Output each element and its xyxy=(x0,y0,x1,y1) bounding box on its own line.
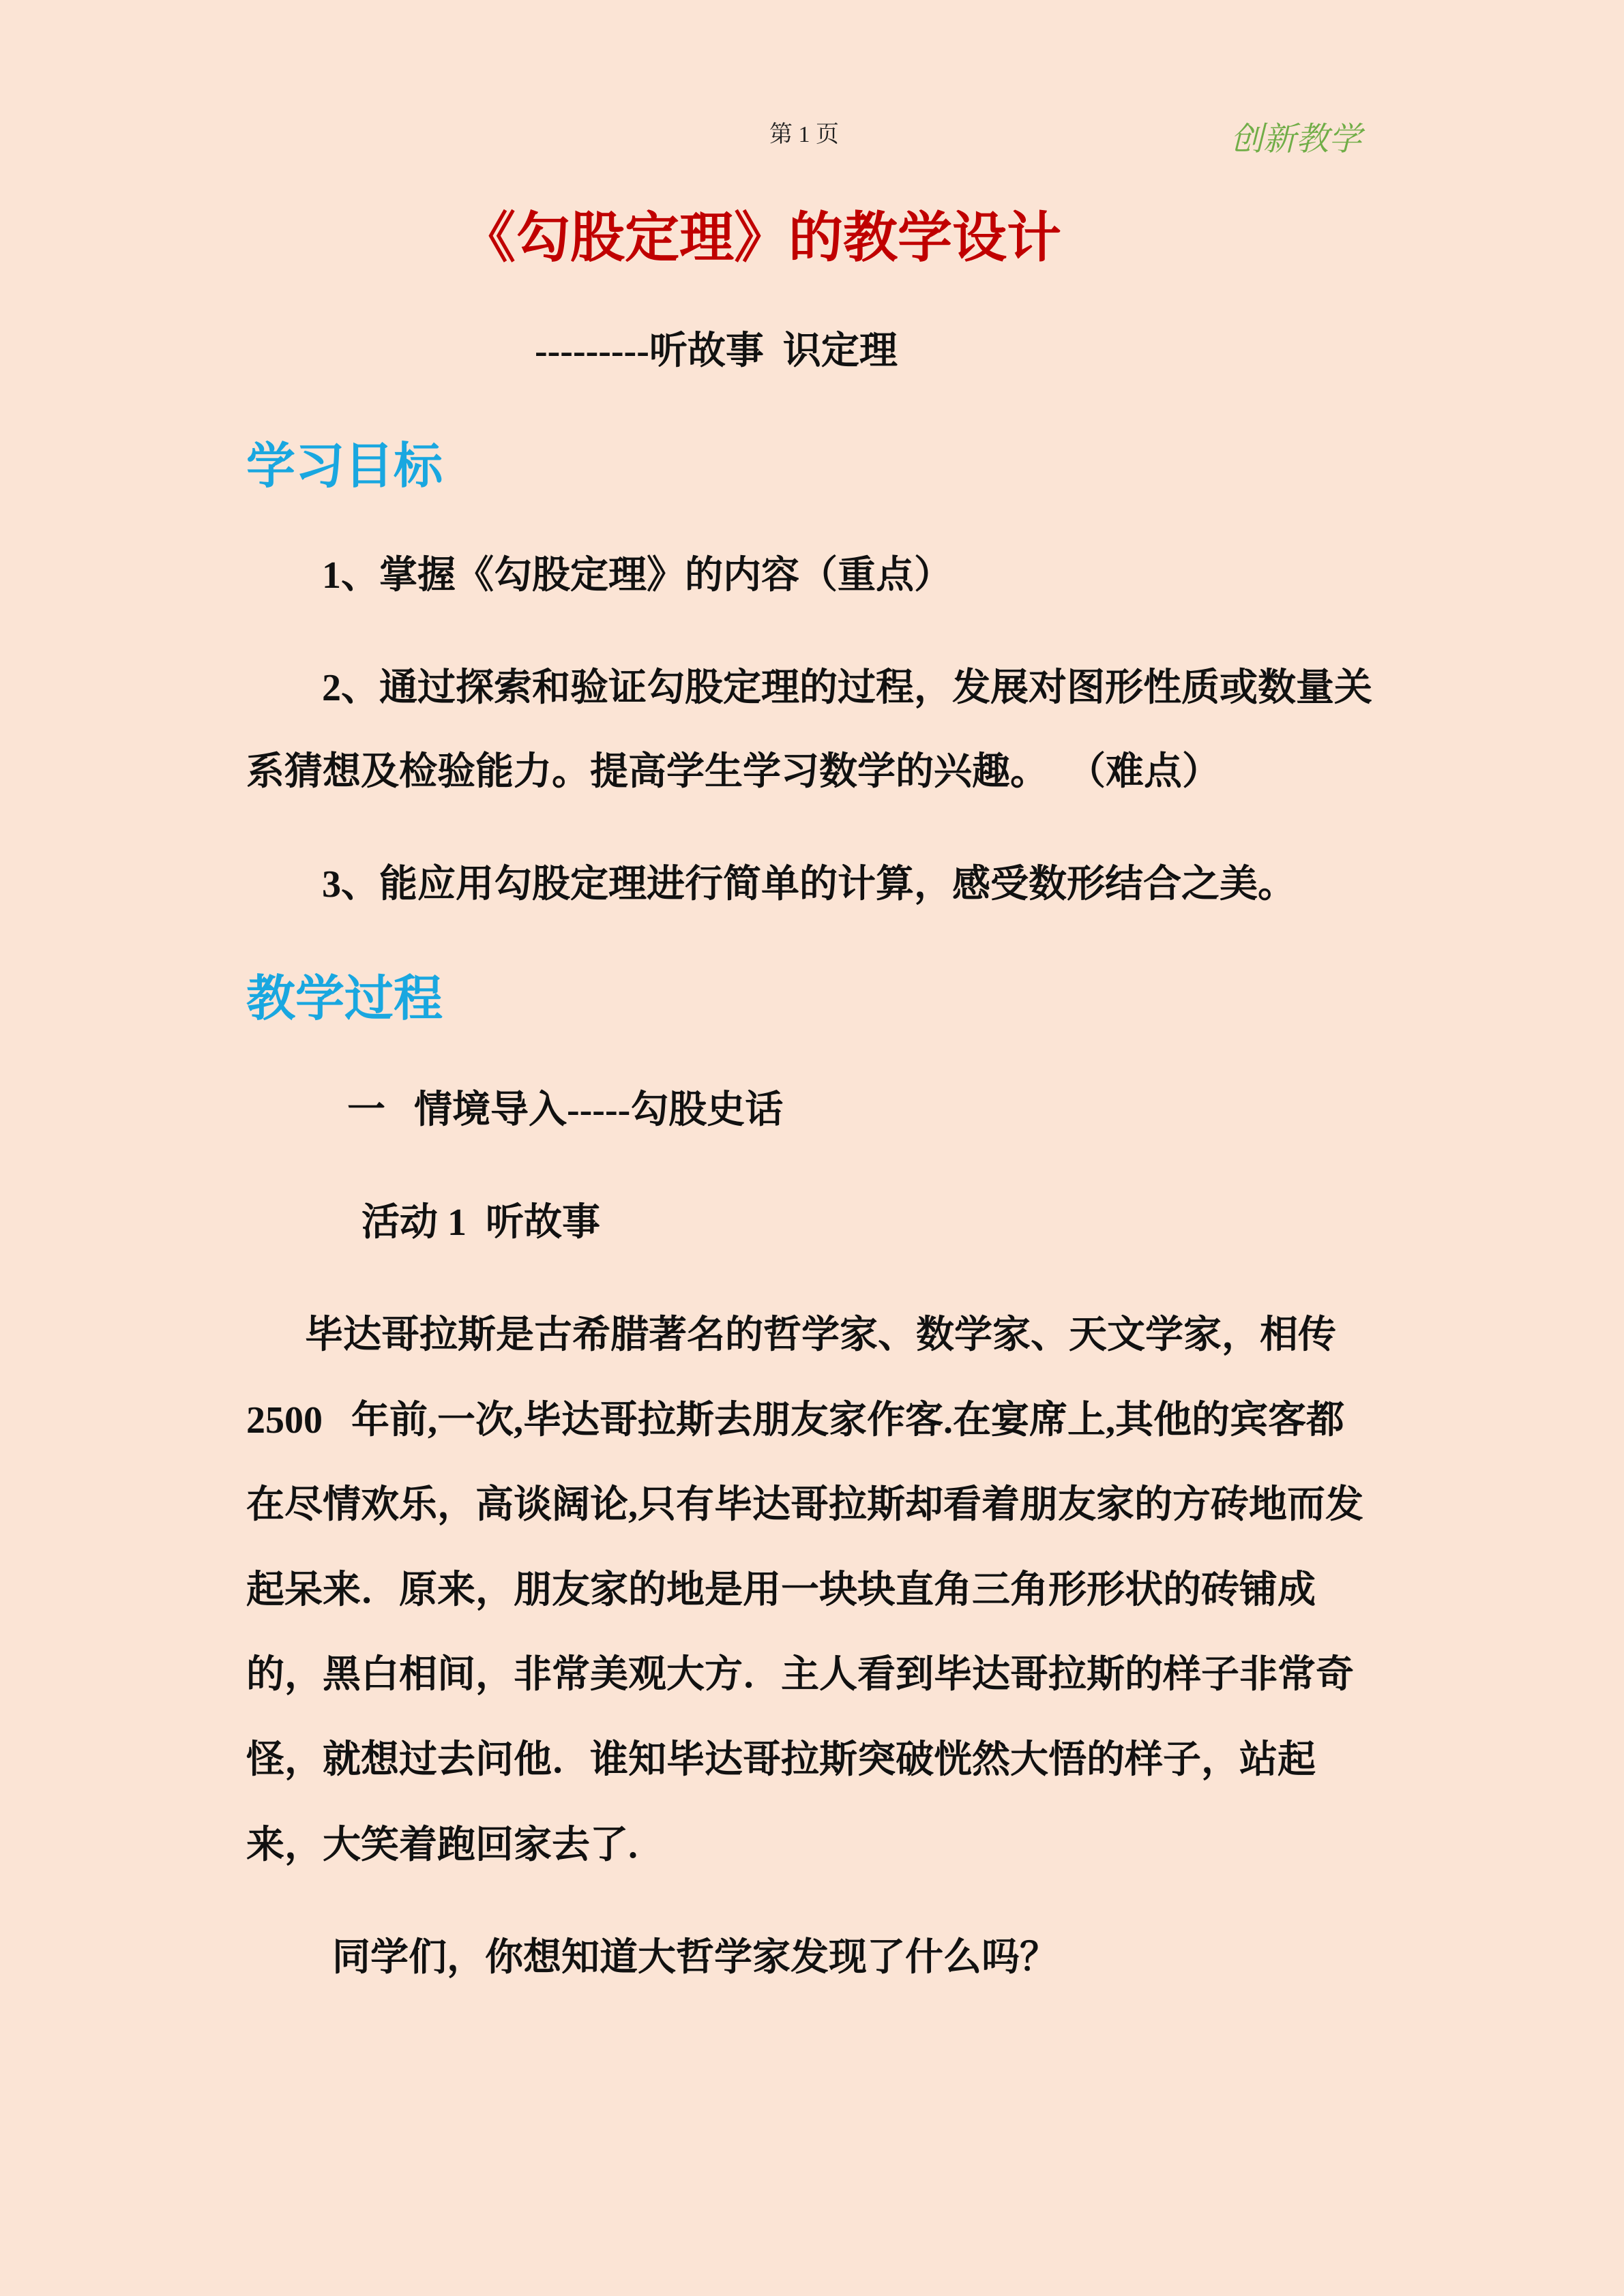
page-number-label: 第 1 页 xyxy=(769,122,839,147)
objective-line-3: 3、能应用勾股定理进行简单的计算，感受数形结合之美。 xyxy=(322,863,1296,906)
brand-watermark: 创新教学 xyxy=(1230,120,1362,158)
objectives-heading: 学习目标 xyxy=(246,437,443,494)
story-line: 在尽情欢乐，高谈阔论,只有毕达哥拉斯却看着朋友家的方砖地而发 xyxy=(246,1484,1363,1526)
objective-line-1: 1、掌握《勾股定理》的内容（重点） xyxy=(322,554,952,597)
document-subtitle: ---------听故事 识定理 xyxy=(535,330,898,372)
story-line: 怪，就想过去问他．谁知毕达哥拉斯突破恍然大悟的样子，站起 xyxy=(246,1739,1316,1781)
discussion-question: 同学们，你想知道大哲学家发现了什么吗？ xyxy=(332,1937,1058,1979)
story-line: 毕达哥拉斯是古希腊著名的哲学家、数学家、天文学家，相传 xyxy=(305,1314,1336,1356)
process-heading: 教学过程 xyxy=(246,970,443,1027)
story-line: 的，黑白相间，非常美观大方．主人看到毕达哥拉斯的样子非常奇 xyxy=(246,1654,1354,1696)
document-title: 《勾股定理》的教学设计 xyxy=(461,209,1061,269)
process-step-heading: 一 情境导入-----勾股史话 xyxy=(347,1089,784,1131)
activity-heading: 活动 1 听故事 xyxy=(361,1202,600,1244)
story-line: 来，大笑着跑回家去了. xyxy=(246,1824,638,1866)
story-line: 2500 年前,一次,毕达哥拉斯去朋友家作客.在宴席上,其他的宾客都 xyxy=(246,1399,1344,1442)
objective-line-2: 2、通过探索和验证勾股定理的过程，发展对图形性质或数量关 xyxy=(322,667,1372,709)
objective-line-2-continued: 系猜想及检验能力。提高学生学习数学的兴趣。 （难点） xyxy=(246,751,1220,793)
story-line: 起呆来．原来，朋友家的地是用一块块直角三角形形状的砖铺成 xyxy=(246,1569,1316,1611)
